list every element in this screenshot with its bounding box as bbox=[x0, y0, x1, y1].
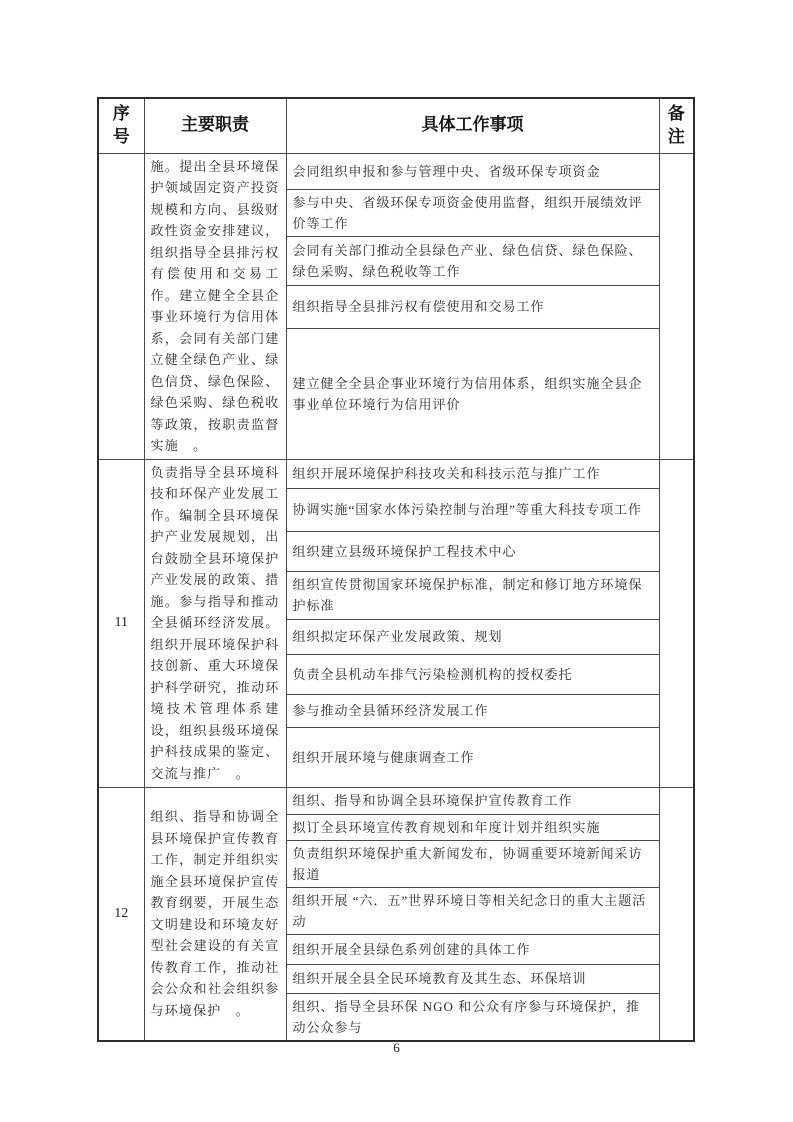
work-item-cell: 参与推动全县循环经济发展工作 bbox=[286, 694, 659, 727]
work-item-cell: 组织、指导和协调全县环境保护宣传教育工作 bbox=[286, 787, 659, 814]
table-row bbox=[98, 459, 694, 488]
work-item-cell: 组织开展全县全民环境教育及其生态、环保培训 bbox=[286, 964, 659, 993]
work-item-cell: 组织建立县级环境保护工程技术中心 bbox=[286, 531, 659, 571]
col-header-note: 备注 bbox=[659, 98, 694, 153]
work-item-cell: 会同有关部门推动全县绿色产业、绿色信贷、绿色保险、绿色采购、绿色税收等工作 bbox=[286, 236, 659, 285]
work-item-cell: 负责全县机动车排气污染检测机构的授权委托 bbox=[286, 654, 659, 694]
duties-table bbox=[97, 97, 695, 1042]
seq-cell: 12 bbox=[98, 787, 144, 1041]
work-item-cell: 组织指导全县排污权有偿使用和交易工作 bbox=[286, 285, 659, 328]
seq-cell bbox=[98, 153, 144, 459]
note-cell bbox=[659, 153, 694, 459]
note-cell bbox=[659, 787, 694, 1041]
work-item-cell: 负责组织环境保护重大新闻发布，协调重要环境新闻采访报道 bbox=[286, 840, 659, 887]
note-cell bbox=[659, 459, 694, 787]
col-header-seq: 序号 bbox=[98, 98, 144, 153]
work-item-cell: 组织开展 “六．五”世界环境日等相关纪念日的重大主题活动 bbox=[286, 887, 659, 934]
duty-cell: 负责指导全县环境科技和环保产业发展工作。编制全县环境保护产业发展规划，出台鼓励全县环境保护产业发展的政策、措施。参与指导和推动全县循环经济发展。组织开展环境保护科技创新、重大环境保护科学研究，推动环境技术管理体系建设，组织县级环境保护科技成果的鉴定、交流与推广 。 bbox=[144, 459, 286, 787]
table-row bbox=[98, 787, 694, 814]
work-item-cell: 参与中央、省级环保专项资金使用监督，组织开展绩效评价等工作 bbox=[286, 189, 659, 236]
work-item-cell: 组织开展环境保护科技攻关和科技示范与推广工作 bbox=[286, 459, 659, 488]
work-item-cell: 协调实施“国家水体污染控制与治理”等重大科技专项工作 bbox=[286, 488, 659, 531]
work-item-cell: 建立健全全县企事业环境行为信用体系，组织实施全县企事业单位环境行为信用评价 bbox=[286, 328, 659, 459]
table-row bbox=[98, 153, 694, 189]
work-item-cell: 组织拟定环保产业发展政策、规划 bbox=[286, 619, 659, 654]
work-item-cell: 组织宣传贯彻国家环境保护标准，制定和修订地方环境保护标准 bbox=[286, 571, 659, 619]
header-row bbox=[98, 98, 694, 153]
duty-cell: 施。提出全县环境保护领域固定资产投资规模和方向、县级财政性资金安排建议，组织指导全县排污权有偿使用和交易工作。建立健全全县企事业环境行为信用体系，会同有关部门建立健全绿色产业、绿色信贷、绿色保险、绿色采购、绿色税收等政策，按职责监督实施 。 bbox=[144, 153, 286, 459]
work-item-cell: 组织开展全县绿色系列创建的具体工作 bbox=[286, 934, 659, 964]
work-item-cell: 拟订全县环境宣传教育规划和年度计划并组织实施 bbox=[286, 814, 659, 840]
col-header-items: 具体工作事项 bbox=[286, 98, 659, 153]
duty-cell: 组织、指导和协调全县环境保护宣传教育工作，制定并组织实施全县环境保护宣传教育纲要，开展生态文明建设和环境友好型社会建设的有关宣传教育工作，推动社会公众和社会组织参与环境保护 。 bbox=[144, 787, 286, 1041]
col-header-duty: 主要职责 bbox=[144, 98, 286, 153]
seq-cell: 11 bbox=[98, 459, 144, 787]
work-item-cell: 会同组织申报和参与管理中央、省级环保专项资金 bbox=[286, 153, 659, 189]
page-number: 6 bbox=[393, 1040, 400, 1055]
work-item-cell: 组织、指导全县环保 NGO 和公众有序参与环境保护，推动公众参与 bbox=[286, 993, 659, 1041]
work-item-cell: 组织开展环境与健康调查工作 bbox=[286, 727, 659, 787]
